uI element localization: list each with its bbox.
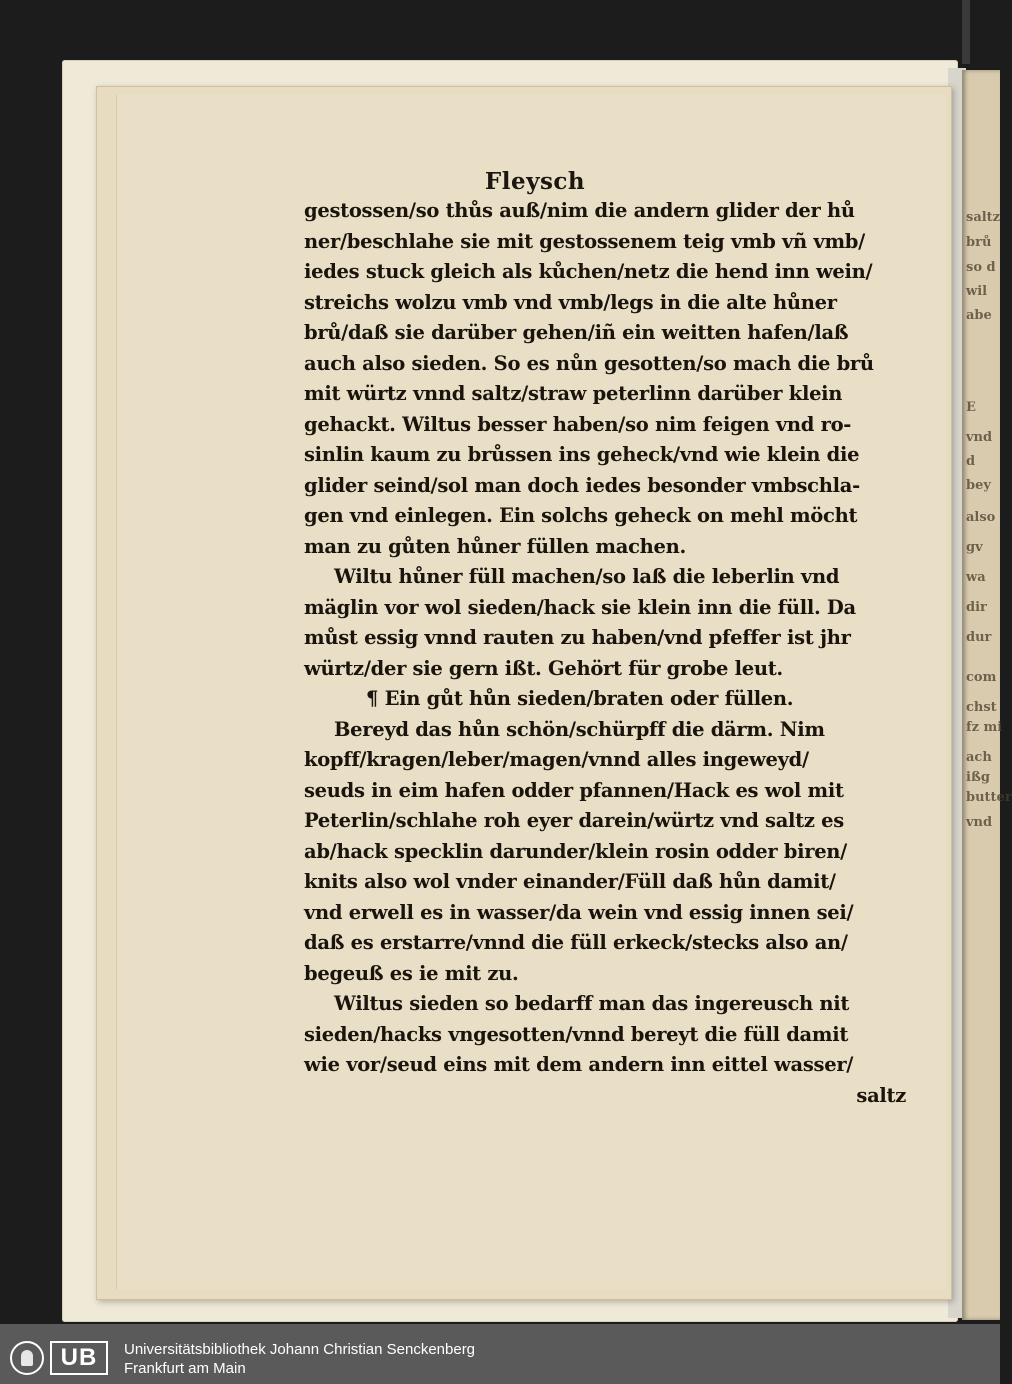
- ub-logo-text: UB: [50, 1341, 108, 1375]
- library-name-line1: Universitätsbibliothek Johann Christian Senckenberg: [124, 1341, 476, 1358]
- library-footer: [0, 1324, 1000, 1384]
- text-line: vnd erwell es in wasser/da wein vnd essig innen sei/: [304, 900, 854, 924]
- text-line: würtz/der sie gern ißt. Gehört für grobe leut.: [304, 656, 783, 680]
- next-page-text-fragment: also: [966, 510, 996, 525]
- next-page-text-fragment: E: [966, 400, 976, 415]
- library-name: [124, 1340, 475, 1378]
- next-page-text-fragment: saltz: [966, 210, 1001, 225]
- next-page-text-fragment: gv: [966, 540, 983, 555]
- next-page-text-fragment: dur: [966, 630, 992, 645]
- text-line: glider seind/sol man doch iedes besonder vmbschla-: [304, 473, 860, 497]
- next-page-text-fragment: butter: [966, 790, 1012, 805]
- text-line: man zu gůten hůner füllen machen.: [304, 534, 687, 558]
- text-line: můst essig vnnd rauten zu haben/vnd pfeffer ist jhr: [304, 626, 851, 649]
- text-line: gehackt. Wiltus besser haben/so nim feigen vnd ro-: [304, 412, 852, 436]
- text-line: iedes stuck gleich als kůchen/netz die hend inn wein/: [304, 260, 873, 283]
- next-page-text-fragment: brů: [966, 235, 992, 250]
- text-line: Wiltu hůner füll machen/so laß die leberlin vnd: [334, 565, 840, 588]
- next-page-text-fragment: ißg: [966, 770, 990, 785]
- text-line: seuds in eim hafen odder pfannen/Hack es wol mit: [304, 778, 844, 802]
- next-page-text-fragment: so d: [966, 260, 996, 275]
- text-line: ner/beschlahe sie mit gestossenem teig vmb vñ vmb/: [304, 229, 865, 253]
- next-page-text-fragment: dir: [966, 600, 987, 615]
- text-line: auch also sieden. So es nůn gesotten/so mach die brů: [304, 351, 874, 375]
- next-page-edge: [962, 70, 1012, 1320]
- next-page-text-fragment: bey: [966, 478, 991, 493]
- next-page-text-fragment: wa: [966, 570, 986, 585]
- text-line: ¶ Ein gůt hůn sieden/braten oder füllen.: [366, 687, 794, 710]
- text-line: daß es erstarre/vnnd die füll erkeck/stecks also an/: [304, 931, 848, 954]
- book-clip: [962, 0, 970, 64]
- next-page-text-fragment: d: [966, 454, 976, 469]
- next-page-text-fragment: abe: [966, 308, 992, 323]
- text-line: begeuß es ie mit zu.: [304, 961, 519, 985]
- text-line: streichs wolzu vmb vnd vmb/legs in die alte hůner: [304, 290, 837, 314]
- text-line: knits also wol vnder einander/Füll daß hůn damit/: [304, 870, 836, 893]
- page-text: [304, 196, 910, 1111]
- next-page-text-fragment: ach: [966, 750, 992, 765]
- text-line: ab/hack specklin darunder/klein rosin odder biren/: [304, 839, 847, 863]
- text-line: gestossen/so thůs auß/nim die andern glider der hů: [304, 199, 855, 222]
- text-line: brů/daß sie darüber gehen/iñ ein weitten hafen/laß: [304, 321, 849, 344]
- next-page-text-fragment: vnd: [966, 430, 993, 445]
- next-page-text-fragment: com: [966, 670, 997, 685]
- text-line: saltz: [856, 1083, 906, 1107]
- next-page-text-fragment: chst: [966, 700, 997, 715]
- text-line: mit würtz vnnd saltz/straw peterlinn darüber klein: [304, 382, 843, 405]
- text-line: sinlin kaum zu brůssen ins geheck/vnd wie klein die: [304, 443, 860, 466]
- text-line: Peterlin/schlahe roh eyer darein/würtz vnd saltz es: [304, 809, 844, 832]
- text-line: sieden/hacks vngesotten/vnnd bereyt die füll damit: [304, 1022, 849, 1046]
- library-logo[interactable]: [10, 1338, 116, 1378]
- next-page-text-fragment: vnd: [966, 815, 993, 830]
- text-line: kopff/kragen/leber/magen/vnnd alles ingeweyd/: [304, 748, 809, 771]
- text-line: wie vor/seud eins mit dem andern inn eittel wasser/: [304, 1053, 854, 1076]
- text-line: mäglin vor wol sieden/hack sie klein inn die füll. Da: [304, 595, 856, 619]
- next-page-text-fragment: wil: [966, 284, 988, 299]
- seal-icon: [10, 1341, 44, 1375]
- next-page-text-fragment: fz mi: [966, 720, 1003, 735]
- text-line: gen vnd einlegen. Ein solchs geheck on mehl möcht: [304, 504, 858, 527]
- text-line: Bereyd das hůn schön/schürpff die därm. Nim: [334, 717, 825, 741]
- running-header: Fleysch: [484, 168, 586, 195]
- library-name-line2: Frankfurt am Main: [124, 1360, 246, 1377]
- text-line: Wiltus sieden so bedarff man das ingereusch nit: [334, 992, 850, 1015]
